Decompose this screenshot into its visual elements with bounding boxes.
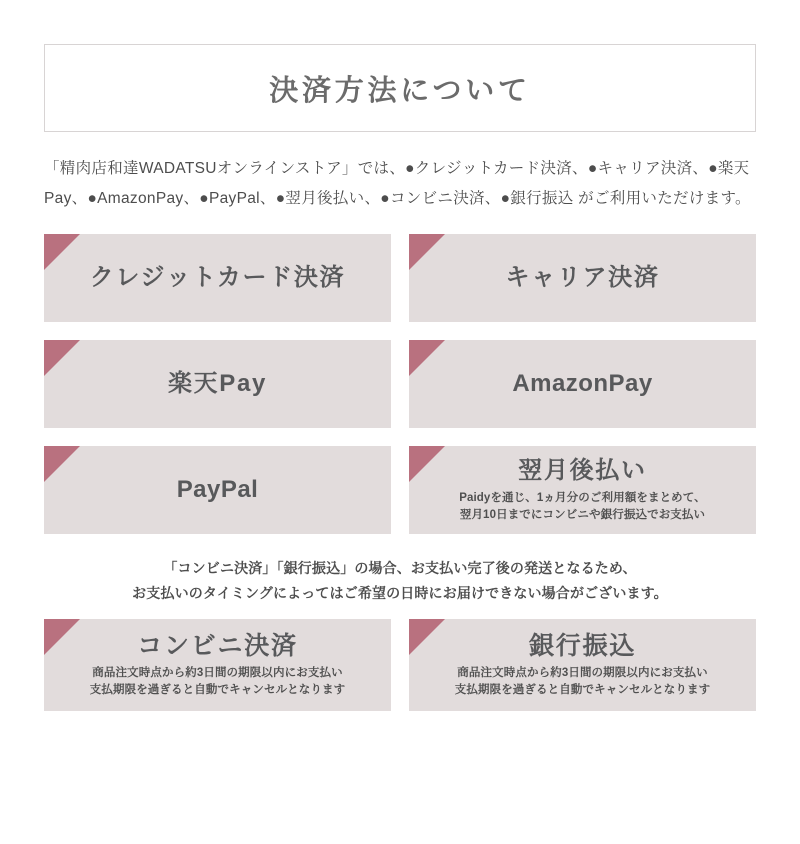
shipping-notice-line-1: 「コンビニ決済」「銀行振込」の場合、お支払い完了後の発送となるため、 (163, 560, 637, 577)
payment-card-convenience-store (44, 619, 391, 711)
payment-card-label: キャリア決済 (505, 264, 660, 292)
payment-method-grid (44, 234, 756, 534)
page-title-box (44, 44, 756, 132)
payment-card-carrier (409, 234, 756, 322)
payment-card-label: 銀行振込 (528, 632, 636, 661)
intro-paragraph: 「精肉店和達WADATSUオンラインストア」では、●クレジットカード決済、●キャリア決済、●楽天Pay、●AmazonPay、●PayPal、●翌月後払い、●コンビニ決済、●銀行振込 がご利用いただけます。 (44, 160, 751, 208)
shipping-notice-line-2: お支払いのタイミングによってはご希望の日時にお届けできない場合がございます。 (132, 584, 668, 601)
payment-methods-page (0, 44, 800, 844)
corner-triangle-icon (409, 340, 445, 376)
corner-triangle-icon (44, 619, 80, 655)
payment-card-note: 商品注文時点から約3日間の期限以内にお支払い 支払期限を過ぎると自動でキャンセルとなります (89, 667, 346, 697)
payment-card-note: Paidyを通じ、1ヵ月分のご利用額をまとめて、 翌月10日までにコンビニや銀行振込でお支払い (459, 491, 706, 521)
payment-card-label: 翌月後払い (518, 456, 647, 484)
payment-card-label: 楽天Pay (167, 370, 268, 398)
corner-triangle-icon (44, 446, 80, 482)
page-title: 決済方法について (269, 74, 531, 107)
corner-triangle-icon (44, 234, 80, 270)
shipping-notice (44, 556, 756, 605)
payment-card-deferred (409, 446, 756, 534)
payment-card-label: PayPal (176, 476, 259, 504)
payment-method-grid-bottom (44, 619, 756, 711)
payment-card-label: AmazonPay (512, 370, 653, 398)
payment-card-rakuten-pay (44, 340, 391, 428)
payment-card-label: コンビニ決済 (137, 632, 298, 661)
corner-triangle-icon (409, 234, 445, 270)
corner-triangle-icon (44, 340, 80, 376)
payment-card-paypal (44, 446, 391, 534)
payment-card-amazon-pay (409, 340, 756, 428)
payment-card-bank-transfer (409, 619, 756, 711)
corner-triangle-icon (409, 446, 445, 482)
corner-triangle-icon (409, 619, 445, 655)
payment-card-note: 商品注文時点から約3日間の期限以内にお支払い 支払期限を過ぎると自動でキャンセルとなります (454, 667, 711, 697)
payment-card-credit (44, 234, 391, 322)
payment-card-label: クレジットカード決済 (89, 264, 346, 292)
